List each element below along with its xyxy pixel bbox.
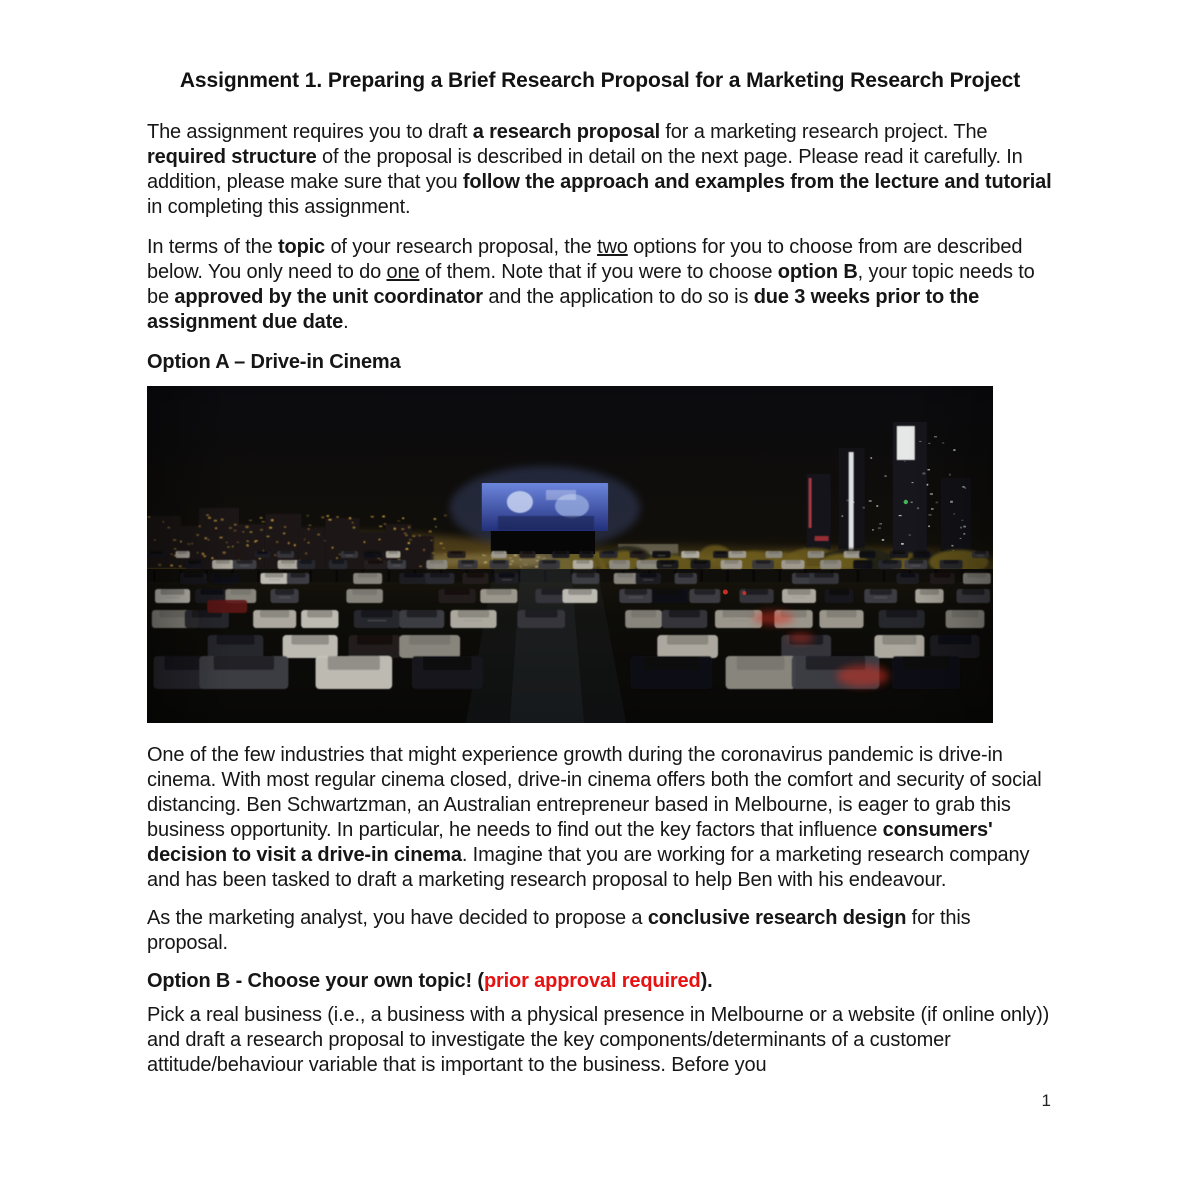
text-run: As the marketing analyst, you have decided to propose a — [147, 907, 648, 929]
text-run: one — [386, 261, 420, 283]
text-run: topic — [278, 236, 326, 258]
text-run: for this proposal. — [147, 907, 971, 954]
intro-paragraph — [147, 120, 1053, 220]
document-content — [147, 66, 1053, 1111]
text-run: and the application to do so is — [482, 286, 754, 308]
text-run: for a marketing research project. The — [659, 121, 988, 143]
text-run: required structure — [147, 146, 317, 168]
text-run: of your research proposal, the — [325, 236, 598, 258]
text-run: The assignment requires you to draft — [147, 121, 473, 143]
text-run: ). — [700, 970, 713, 992]
text-run: approved by the unit coordinator — [174, 286, 483, 308]
research-design-paragraph — [147, 906, 1053, 956]
option-b-heading — [147, 969, 1053, 994]
text-run: follow the approach and examples from the lecture and tutorial — [462, 171, 1052, 193]
text-run: two — [597, 236, 628, 258]
text-run: options for you to choose from are described below. You only need to do — [147, 236, 1023, 283]
text-run: . — [343, 311, 349, 333]
text-run: Pick a real business (i.e., a business with a physical presence in Melbourne or a website (if online only)) and draft a research proposal to investigate the key components/determinants of a customer attitude/behaviour variable that is important to the business. Before you — [147, 1004, 1050, 1076]
text-run: , your topic needs to be — [147, 261, 1035, 308]
page-title: Assignment 1. Preparing a Brief Research Proposal for a Marketing Research Project — [179, 69, 1021, 92]
text-run: prior approval required — [483, 970, 701, 992]
text-run: Option A – Drive-in Cinema — [147, 351, 401, 373]
option-a-description-paragraph — [147, 743, 1053, 893]
text-run: of the proposal is described in detail on the next page. Please read it carefully. In addition, please make sure that you — [147, 146, 1023, 193]
text-run: option B — [777, 261, 858, 283]
text-run: In terms of the — [147, 236, 278, 258]
text-run: consumers' decision to visit a drive-in cinema — [147, 819, 993, 866]
option-b-description-paragraph — [147, 1003, 1053, 1078]
text-run: One of the few industries that might experience growth during the coronavirus pandemic is drive-in cinema. With most regular cinema closed, drive-in cinema offers both the comfort and security of social distancing. Ben Schwartzman, an Australian entrepreneur based in Melbourne, is eager to grab this business opportunity. In particular, he needs to find out the key factors that influence — [147, 744, 1042, 841]
drive-in-cinema-photo-canvas — [147, 386, 993, 723]
page-number: 1 — [1041, 1091, 1051, 1110]
option-a-heading — [147, 350, 1053, 375]
topic-options-paragraph — [147, 235, 1053, 335]
text-run: in completing this assignment. — [147, 196, 411, 218]
text-run: a research proposal — [472, 121, 660, 143]
text-run: Option B - Choose your own topic! ( — [147, 970, 484, 992]
text-run: conclusive research design — [647, 907, 907, 929]
drive-in-cinema-photo — [147, 386, 993, 723]
text-run: of them. Note that if you were to choose — [419, 261, 778, 283]
text-run: . Imagine that you are working for a marketing research company and has been tasked to draft a marketing research proposal to help Ben with his endeavour. — [147, 844, 1030, 891]
text-run: due 3 weeks prior to the assignment due date — [147, 286, 980, 333]
